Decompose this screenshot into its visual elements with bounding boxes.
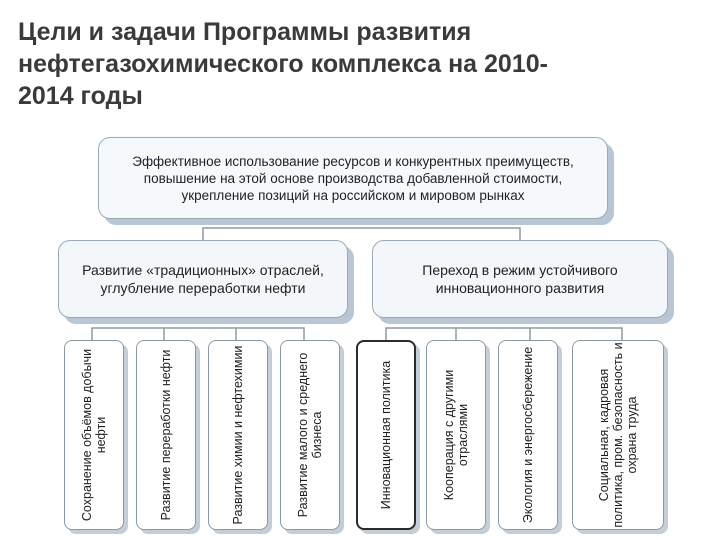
direction-traditional-text: Развитие «традиционных» отраслей, углубление переработки нефти <box>82 262 324 296</box>
task-cooperation-text: Кооперация с другими отраслями <box>442 369 470 501</box>
task-oil-refining-box <box>136 340 196 530</box>
left-branch-connector <box>92 328 304 340</box>
task-ecology-box <box>498 340 558 530</box>
task-social-policy-text: Социальная, кадровая политика, пром. безопасность и охрана труда <box>597 342 639 528</box>
direction-traditional-box <box>58 240 348 318</box>
task-ecology-text: Экология и энергосбережение <box>521 346 535 524</box>
task-small-business-box <box>280 340 340 530</box>
page-title: Цели и задачи Программы развития нефтегазохимического комплекса на 2010- 2014 годы <box>18 18 548 110</box>
task-oil-production-box <box>64 340 124 530</box>
direction-innovation-box <box>372 240 668 318</box>
task-social-policy-box <box>572 340 664 530</box>
goal-text: Эффективное использование ресурсов и конкурентных преимуществ, повышение на этой основе производства добавленной стоимости, укрепление позиций на российском и мировом рынках <box>132 153 574 203</box>
task-innovation-policy-box <box>356 340 416 530</box>
task-oil-refining-text: Развитие переработки нефти <box>159 349 173 521</box>
task-small-business-text: Развитие малого и среднего бизнеса <box>296 352 324 518</box>
task-innovation-policy-text: Инновационная политика <box>379 360 393 510</box>
right-branch-connector <box>386 328 622 340</box>
task-chemistry-box <box>208 340 268 530</box>
goal-box <box>98 137 608 219</box>
task-cooperation-box <box>426 340 486 530</box>
direction-innovation-text: Переход в режим устойчивого инновационного развития <box>422 262 618 296</box>
task-oil-production-text: Сохранение объёмов добычи нефти <box>80 348 108 522</box>
task-chemistry-text: Развитие химии и нефтехимии <box>231 345 245 525</box>
goal-connector <box>203 228 520 240</box>
